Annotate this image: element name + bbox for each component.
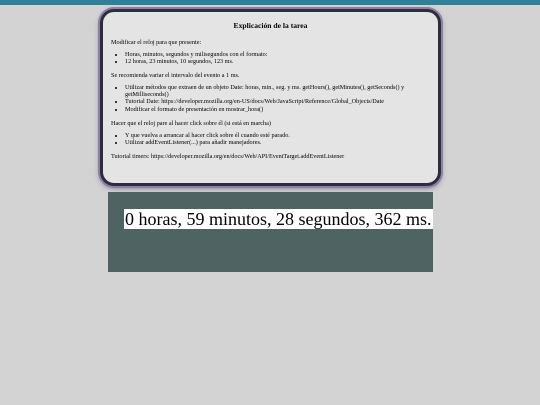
timers-note: Tutorial timers: https://developer.mozilla.org/en/docs/Web/API/EventTarget.addEventListener	[111, 153, 345, 161]
list-item: • Horas, minutos, segundos y milisegundos con el formato:	[125, 51, 430, 58]
task-title: Explicación de la tarea	[233, 21, 308, 30]
click-list	[125, 132, 430, 146]
list-item: • 12 horas, 23 minutos, 10 segundos, 123 ms.	[125, 58, 430, 65]
list-item: • Utilizar addEventListener(...) para añadir manejadores.	[125, 139, 430, 146]
task-explanation-panel	[100, 9, 441, 186]
list-item: • Utilizar métodos que extraen de un objeto Date: horas, min., seg. y ms. getHours(), getMinutes(), getSeconds() y getMilliseconds()	[125, 84, 430, 98]
methods-list	[125, 84, 430, 113]
task-intro: Modificar el reloj para que presente:	[111, 38, 202, 46]
list-item: • Modificar el formato de presentación en mostrar_hora()	[125, 106, 430, 113]
list-item: • Y que vuelva a arrancar al hacer click sobre él cuando esté parado.	[125, 132, 430, 139]
click-intro: Hacer que el reloj pare al hacer click sobre él (si está en marcha)	[111, 119, 271, 127]
clock-display[interactable]: 0 horas, 59 minutos, 28 segundos, 362 ms.	[125, 209, 432, 229]
interval-note: Se recomienda variar el intervalo del evento a 1 ms.	[111, 72, 240, 80]
top-accent-bar	[0, 0, 540, 5]
format-list	[125, 51, 430, 65]
list-item: • Tutorial Date: https://developer.mozilla.org/en-US/docs/Web/JavaScript/Reference/Global_Objects/Date	[125, 98, 430, 105]
clock-panel	[108, 192, 433, 272]
